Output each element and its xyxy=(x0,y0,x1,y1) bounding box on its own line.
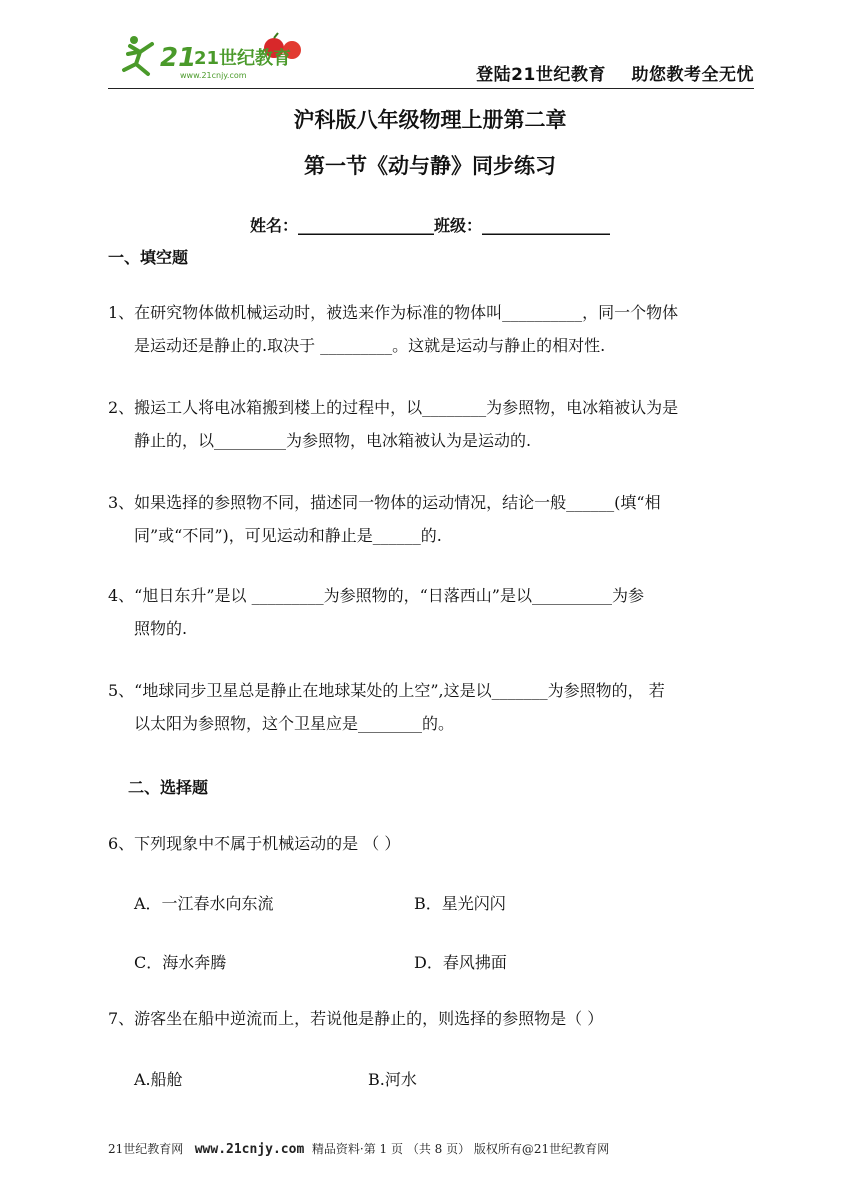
name-class-field: 姓名：_________________班级：________________ xyxy=(249,216,610,235)
question-3 xyxy=(108,486,758,552)
header-rule xyxy=(108,88,754,89)
question-text: 5、“地球同步卫星总是静止在地球某处的上空”,这是以_______为参照物的， 若 xyxy=(108,681,665,700)
question-text: 静止的，以_________为参照物，电冰箱被认为是运动的. xyxy=(134,431,532,450)
option-a: A．一江春水向东流 xyxy=(134,894,274,913)
page-title: 沪科版八年级物理上册第二章 xyxy=(293,108,567,132)
option-c: C．海水奔腾 xyxy=(134,953,227,972)
footer-url[interactable]: www.21cnjy.com xyxy=(194,1142,305,1157)
svg-text:21: 21 xyxy=(160,43,197,73)
question-2 xyxy=(108,391,758,457)
logo-url: www.21cnjy.com xyxy=(180,71,247,80)
page-footer xyxy=(108,1140,758,1157)
question-text: 4、“旭日东升”是以 _________为参照物的，“日落西山”是以__________为参 xyxy=(108,586,644,605)
page-subtitle: 第一节《动与静》同步练习 xyxy=(304,154,556,178)
logo-text: 21世纪教育 xyxy=(194,48,292,69)
question-text: 同”或“不同”)，可见运动和静止是______的. xyxy=(134,526,442,545)
question-6-stem: 6、下列现象中不属于机械运动的是 （ ） xyxy=(108,834,401,853)
question-text: 以太阳为参照物，这个卫星应是________的。 xyxy=(134,714,455,733)
question-4 xyxy=(108,579,758,645)
option-a: A.船舱 xyxy=(134,1070,183,1089)
page-header xyxy=(108,28,754,88)
header-slogan: 登陆21世纪教育 助您教考全无忧 xyxy=(476,65,754,85)
option-b: B．星光闪闪 xyxy=(414,894,506,913)
question-text: 照物的. xyxy=(134,619,188,638)
question-text: 是运动还是静止的.取决于 _________。这就是运动与静止的相对性. xyxy=(134,336,606,355)
site-logo xyxy=(116,30,316,82)
footer-right: 精品资料·第 1 页 （共 8 页） 版权所有@21世纪教育网 xyxy=(304,1142,610,1156)
question-text: 1、在研究物体做机械运动时，被选来作为标准的物体叫__________，同一个物体 xyxy=(108,303,679,322)
section-multiple-choice: 二、选择题 xyxy=(128,778,209,797)
question-text: 3、如果选择的参照物不同，描述同一物体的运动情况，结论一般______(填“相 xyxy=(108,493,661,512)
question-1 xyxy=(108,296,758,362)
footer-left: 21世纪教育网 xyxy=(108,1142,195,1156)
question-text: 2、搬运工人将电冰箱搬到楼上的过程中，以________为参照物，电冰箱被认为是 xyxy=(108,398,679,417)
option-b: B.河水 xyxy=(368,1070,417,1089)
question-5 xyxy=(108,674,758,740)
question-7-stem: 7、游客坐在船中逆流而上，若说他是静止的，则选择的参照物是（ ） xyxy=(108,1009,604,1028)
section-fill-in: 一、填空题 xyxy=(108,248,189,267)
option-d: D．春风拂面 xyxy=(414,953,507,972)
